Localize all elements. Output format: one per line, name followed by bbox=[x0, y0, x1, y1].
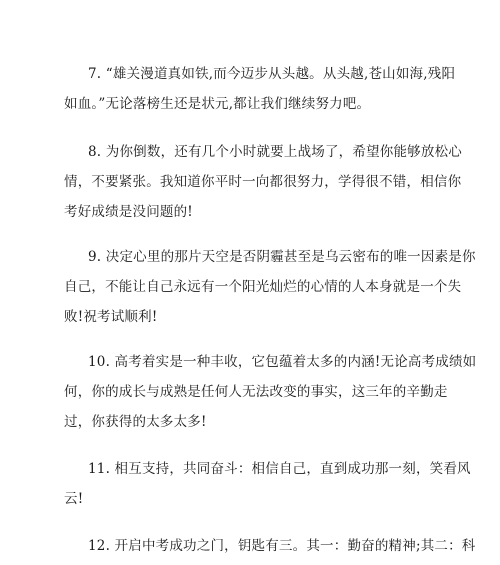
paragraph-11 bbox=[64, 454, 471, 514]
paragraph-line: 8. 为你倒数，还有几个小时就要上战场了，希望你能够放松心 bbox=[88, 144, 462, 160]
paragraph-line: 12. 开启中考成功之门，钥匙有三。其一：勤奋的精神;其二：科 bbox=[88, 538, 476, 554]
paragraph-line: 云! bbox=[64, 491, 84, 507]
paragraph-line: 自己，不能让自己永远有一个阳光灿烂的心情的人本身就是一个失 bbox=[64, 279, 462, 295]
paragraph-line: 9. 决定心里的那片天空是否阴霾甚至是乌云密布的唯一因素是你 bbox=[88, 249, 476, 265]
paragraph-line: 何，你的成长与成熟是任何人无法改变的事实，这三年的辛勤走 bbox=[64, 384, 448, 400]
paragraph-7 bbox=[64, 59, 456, 119]
paragraph-line: 如血。”无论落榜生还是状元,都让我们继续努力吧。 bbox=[64, 96, 371, 112]
paragraph-line: 过，你获得的太多太多! bbox=[64, 414, 207, 430]
paragraph-8 bbox=[64, 137, 462, 227]
paragraph-9 bbox=[64, 242, 476, 332]
paragraph-line: 考好成绩是没问题的! bbox=[64, 204, 193, 220]
paragraph-line: 11. 相互支持，共同奋斗：相信自己，直到成功那一刻，笑看风 bbox=[88, 461, 471, 477]
paragraph-12 bbox=[88, 531, 476, 561]
paragraph-line: 7. “雄关漫道真如铁,而今迈步从头越。从头越,苍山如海,残阳 bbox=[88, 66, 456, 82]
paragraph-line: 10. 高考着实是一种丰收，它包蕴着太多的内涵!无论高考成绩如 bbox=[88, 354, 477, 370]
paragraph-line: 情，不要紧张。我知道你平时一向都很努力，学得很不错，相信你 bbox=[64, 174, 462, 190]
paragraph-line: 败!祝考试顺利! bbox=[64, 309, 158, 325]
paragraph-10 bbox=[64, 347, 477, 437]
